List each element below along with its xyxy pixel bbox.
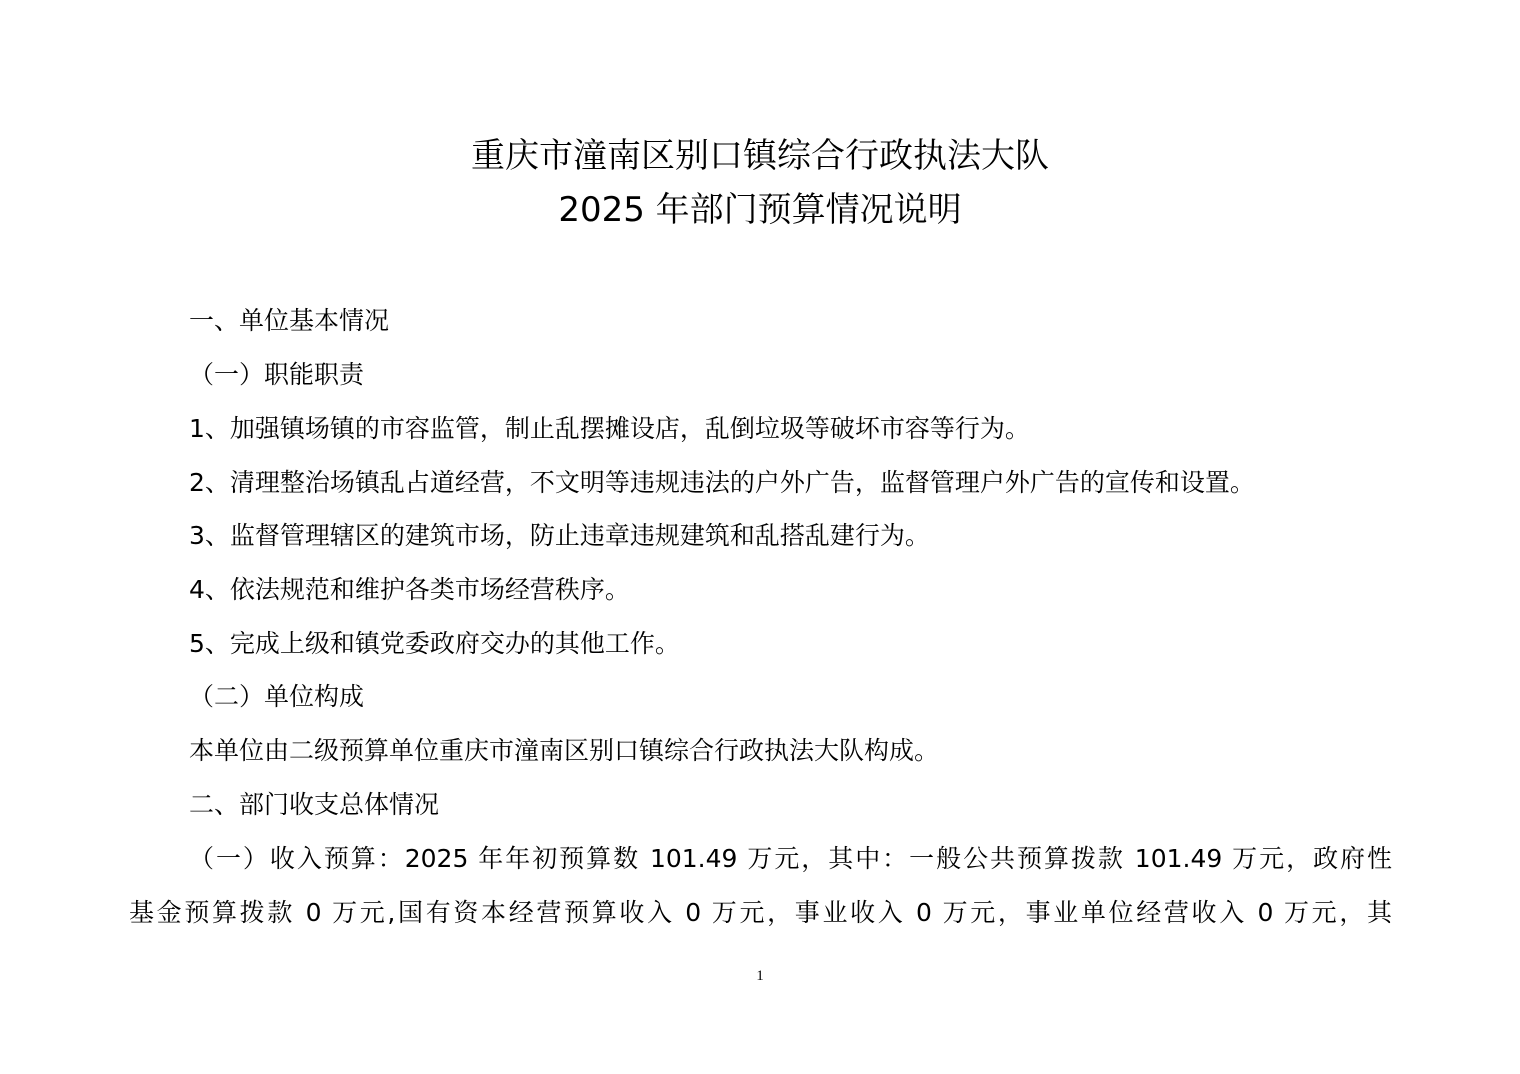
duty-item-4: 4、依法规范和维护各类市场经营秩序。 <box>189 575 630 604</box>
duty-item-2: 2、清理整治场镇乱占道经营，不文明等违规违法的户外广告，监督管理户外广告的宣传和设置。 <box>189 468 1255 497</box>
composition-paragraph: 本单位由二级预算单位重庆市潼南区别口镇综合行政执法大队构成。 <box>189 736 940 765</box>
document-title-line-1: 重庆市潼南区别口镇综合行政执法大队 <box>471 136 1049 176</box>
income-paragraph-line-2: 基金预算拨款 0 万元,国有资本经营预算收入 0 万元，事业收入 0 万元，事业单位经营收入 0 万元，其 <box>129 898 1392 927</box>
subsection-heading-duties: （一）职能职责 <box>189 360 365 389</box>
income-paragraph-line-1: （一）收入预算：2025 年年初预算数 101.49 万元，其中：一般公共预算拨款 101.49 万元，政府性 <box>189 844 1392 873</box>
duty-item-1: 1、加强镇场镇的市容监管，制止乱摆摊设店，乱倒垃圾等破坏市容等行为。 <box>189 414 1030 443</box>
document-title-line-2: 2025 年部门预算情况说明 <box>558 190 962 230</box>
section-heading-basic-info: 一、单位基本情况 <box>189 306 390 335</box>
duty-item-5: 5、完成上级和镇党委政府交办的其他工作。 <box>189 629 680 658</box>
section-heading-budget-overview: 二、部门收支总体情况 <box>189 790 440 819</box>
duty-item-3: 3、监督管理辖区的建筑市场，防止违章违规建筑和乱搭乱建行为。 <box>189 521 930 550</box>
subsection-heading-composition: （二）单位构成 <box>189 682 365 711</box>
page-number: 1 <box>756 968 764 984</box>
